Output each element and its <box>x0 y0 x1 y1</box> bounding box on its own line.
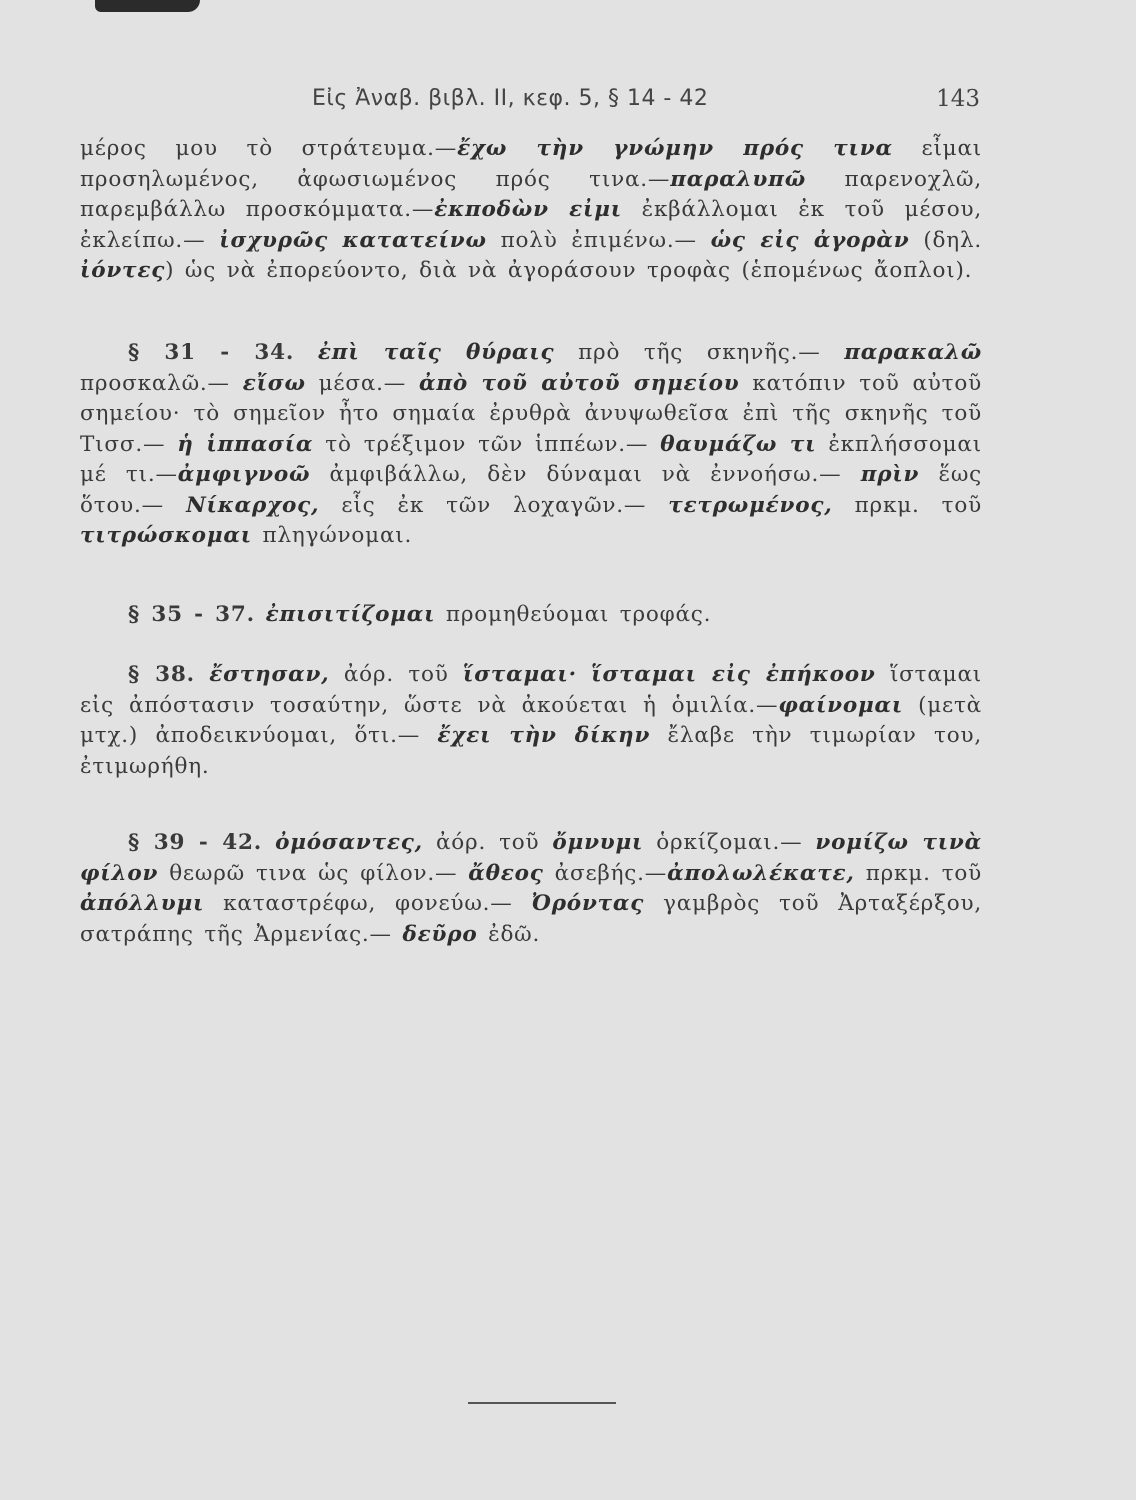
lemma: παρακαλῶ <box>844 340 982 365</box>
lemma: ἵσταμαι· <box>463 662 577 687</box>
text-run: ὁρκίζομαι.— <box>643 830 816 855</box>
header-title: Εἰς Ἀναβ. βιβλ. II, κεφ. 5, § 14 - 42 <box>312 86 709 111</box>
text-run: ἕως ὅτου.— <box>80 462 982 518</box>
lemma: ἀπὸ τοῦ αὐτοῦ σημείου <box>418 370 740 396</box>
lemma: παραλυπῶ <box>670 166 806 192</box>
lemma: Ὀρόντας <box>531 891 645 916</box>
lemma: ἰσχυρῶς κατατείνω <box>219 227 487 253</box>
text-run: καταστρέφω, φονεύω.— <box>204 891 532 916</box>
lemma: ἰόντες <box>80 258 166 283</box>
lemma: δεῦρο <box>402 921 478 947</box>
lemma: ὄμνυμι <box>552 830 644 855</box>
lemma: ἔστησαν, <box>209 662 330 687</box>
lemma: ἡ ἱππασία <box>177 431 314 457</box>
lemma: τιτρώσκομαι <box>80 523 252 548</box>
text-run: γαμβρὸς τοῦ Ἀρταξέρξου, σατράπης τῆς Ἀρμενίας.— <box>80 891 982 947</box>
text-run <box>577 662 591 687</box>
text-run: ) ὡς νὰ ἐπορεύοντο, διὰ νὰ ἀγοράσουν τροφὰς (ἑπομένως ἄοπλοι). <box>165 258 973 283</box>
text-run: ἐκπλήσσομαι μέ τι.— <box>80 431 982 487</box>
lemma: Νίκαρχος, <box>186 492 320 518</box>
paragraph-5 <box>80 828 982 950</box>
page-corner-shadow <box>95 0 200 12</box>
lemma: ἐπισιτίζομαι <box>265 602 436 627</box>
text-run: μέσα.— <box>305 370 419 396</box>
text-run: ἐκβάλλομαι ἐκ τοῦ μέσου, ἐκλείπω.— <box>80 197 982 253</box>
text-run: πολὺ ἐπιμένω.— <box>486 227 711 253</box>
section-number: § 39 - 42. <box>128 830 263 855</box>
text-run: μέρος μου τὸ στράτευμα.— <box>80 136 458 161</box>
lemma: ἄθεος <box>468 860 544 886</box>
paragraph-2 <box>80 338 982 552</box>
text-run: προμηθεύομαι τροφάς. <box>435 602 712 627</box>
section-number: § 31 - 34. <box>128 340 295 365</box>
lemma: εἴσω <box>242 370 306 396</box>
page-number: 143 <box>936 86 980 112</box>
text-run: κατόπιν τοῦ αὐτοῦ σημείου· τὸ σημεῖον ἦτο σημαία ἐρυθρὰ ἀνυψωθεῖσα ἐπὶ τῆς σκηνῆς τοῦ Τισσ.— <box>80 370 982 457</box>
text-run: (δηλ. <box>909 227 983 253</box>
lemma: νομίζω τινὰ φίλον <box>80 830 982 886</box>
text-run: (μετὰ μτχ.) ἀποδεικνύομαι, ὅτι.— <box>80 692 983 748</box>
lemma: ὡς εἰς ἀγορὰν <box>710 227 910 253</box>
paragraph-5-text <box>80 828 982 950</box>
lemma: τετρωμένος, <box>668 492 833 518</box>
paragraph-1 <box>80 134 982 287</box>
lemma: φαίνομαι <box>778 692 904 718</box>
paragraph-1-text <box>80 134 982 287</box>
text-run: ἀσεβής.— <box>543 860 668 886</box>
lemma: ἔχει τὴν δίκην <box>437 723 651 748</box>
end-rule <box>468 1402 616 1404</box>
paragraph-4 <box>80 660 982 782</box>
text-run: ἔλαβε τὴν τιμωρίαν του, ἐτιμωρήθη. <box>80 723 982 779</box>
text-run: πρκμ. τοῦ <box>854 860 983 886</box>
paragraph-3 <box>80 600 982 631</box>
text-run: ἵσταμαι εἰς ἀπόστασιν τοσαύτην, ὥστε νὰ ἀκούεται ἡ ὁμιλία.— <box>80 662 982 718</box>
text-run: ἐδῶ. <box>477 921 541 947</box>
lemma: πρὶν <box>860 462 920 487</box>
text-run: πρκμ. τοῦ <box>832 492 982 518</box>
text-run: ἀόρ. τοῦ <box>422 830 553 855</box>
text-run: θεωρῶ τινα ὡς φίλον.— <box>158 860 469 886</box>
text-run: ἀμφιβάλλω, δὲν δύναμαι νὰ ἐννοήσω.— <box>310 462 861 487</box>
running-header <box>80 86 980 120</box>
lemma: ἀπόλλυμι <box>80 891 205 916</box>
text-run: τὸ τρέξιμον τῶν ἱππέων.— <box>313 431 661 457</box>
text-run: πρὸ τῆς σκηνῆς.— <box>554 340 845 365</box>
lemma: ἐκποδὼν εἰμι <box>434 197 622 222</box>
paragraph-4-text <box>80 660 982 782</box>
text-run: εἷς ἐκ τῶν λοχαγῶν.— <box>319 492 669 518</box>
paragraph-2-text <box>80 338 982 552</box>
lemma: ἀμφιγνοῶ <box>177 462 311 487</box>
text-run: πληγώνομαι. <box>251 523 413 548</box>
text-run: παρενοχλῶ, παρεμβάλλω προσκόμματα.— <box>80 166 982 222</box>
text-run: ἀόρ. τοῦ <box>329 662 464 687</box>
lemma: ἔχω τὴν γνώμην πρός τινα <box>457 136 893 161</box>
lemma: ὀμόσαντες, <box>275 830 423 855</box>
lemma: ἵσταμαι εἰς ἐπήκοον <box>591 662 876 687</box>
lemma: ἐπὶ ταῖς θύραις <box>317 340 555 365</box>
section-number: § 38. <box>128 662 195 687</box>
text-run: εἶμαι προσηλωμένος, ἀφωσιωμένος πρός τινα.— <box>80 136 983 192</box>
lemma: θαυμάζω τι <box>660 431 817 457</box>
text-run: προσκαλῶ.— <box>80 370 243 396</box>
paragraph-3-text <box>80 600 982 631</box>
lemma: ἀπολωλέκατε, <box>667 860 855 886</box>
section-number: § 35 - 37. <box>128 602 255 627</box>
